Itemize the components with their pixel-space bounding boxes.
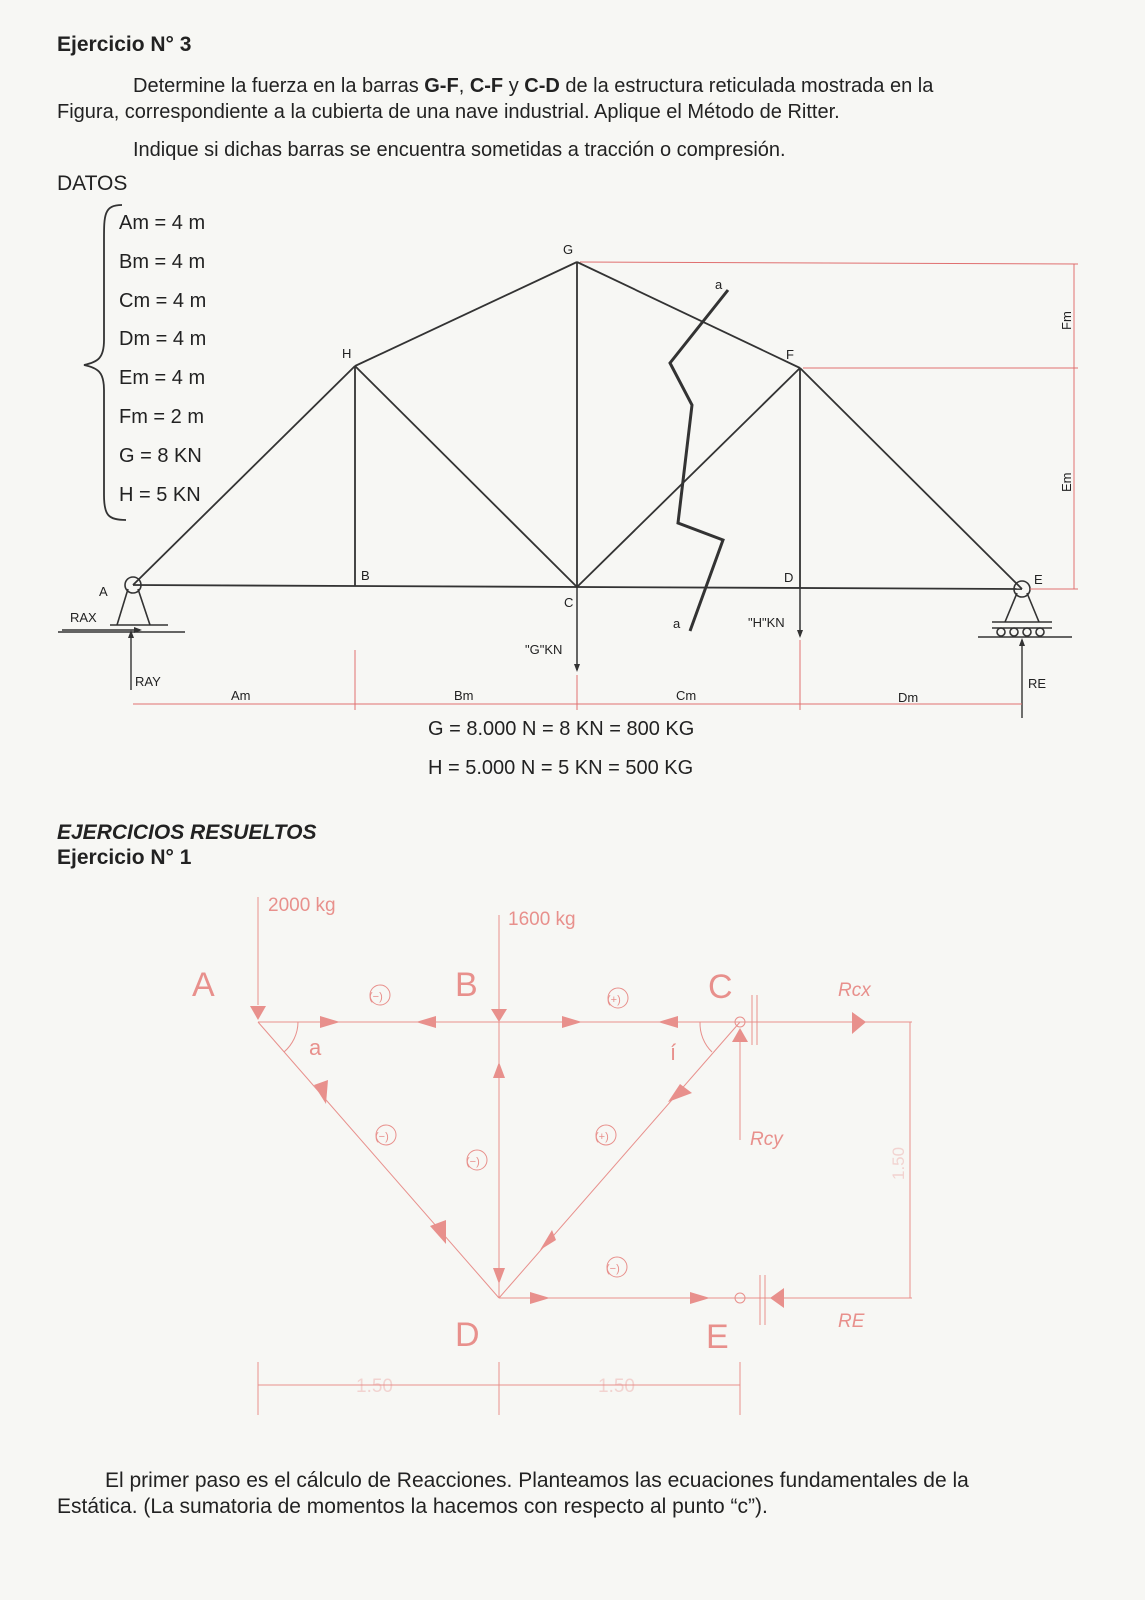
member2-ad [258,1022,499,1298]
re-label: RE [1028,676,1047,691]
dato-em: Em = 4 m [119,367,206,389]
node2-a: A [192,966,215,1004]
rcx-label: Rcx [838,980,871,1001]
dim2-v: 1.50 [889,1146,908,1180]
node2-c: C [708,968,733,1006]
node2-e: E [706,1318,729,1356]
node-h-label: H [342,346,352,361]
re2-label: RE [838,1311,865,1332]
exercise-3-paragraph-line1: Determine la fuerza en la barras G-F, C-F y C-D de la estructura reticulada mostrada en la [133,75,934,97]
node-c-label: C [564,595,574,610]
dim-dm: Dm [898,690,919,705]
load-g-label: "G"KN [525,642,563,657]
dato-am: Am = 4 m [119,212,206,234]
load2-label: 1600 kg [508,909,576,930]
final-text-line1: El primer paso es el cálculo de Reacciones. Planteamos las ecuaciones fundamentales de la [105,1469,969,1492]
node-g-label: G [563,242,574,257]
datos-title: DATOS [57,172,128,195]
dim-cm: Cm [676,688,697,703]
load-h-label: "H"KN [748,615,785,630]
sign-ab: (−) [369,991,383,1003]
node-f-label: F [786,347,794,362]
exercise-3-paragraph-line2: Figura, correspondiente a la cubierta de una nave industrial. Aplique el Método de Ritter. [57,101,840,123]
dato-cm: Cm = 4 m [119,290,207,312]
exercise-1-title: Ejercicio N° 1 [57,846,192,869]
angle-a-label: a [309,1035,322,1060]
rax-label: RAX [70,610,97,625]
exercise-3-question: Indique si dichas barras se encuentra sometidas a tracción o compresión. [133,139,786,161]
ray-label: RAY [135,674,161,689]
node2-d: D [455,1316,480,1354]
equation-g: G = 8.000 N = 8 KN = 800 KG [428,718,695,740]
section-label-bottom: a [673,616,681,631]
angle-i-label: í [670,1040,677,1065]
dim-em: Em [1059,472,1074,492]
node-d-label: D [784,570,794,585]
bar-cd: C-D [524,75,560,97]
member2-cd [499,1022,740,1298]
dato-h: H = 5 KN [119,484,201,506]
node-b-label: B [361,568,370,583]
bar-gf: G-F [424,75,459,97]
sign-de: (−) [606,1263,620,1275]
load1-label: 2000 kg [268,895,336,916]
node-a-label: A [99,584,108,599]
sign-ad: (−) [375,1131,389,1143]
rcy-label: Rcy [750,1129,783,1150]
exercise-3-title: Ejercicio N° 3 [57,33,192,56]
sign-bc: (+) [607,994,621,1006]
dato-fm: Fm = 2 m [119,406,205,428]
dim-fm: Fm [1059,311,1074,330]
final-text-line2: Estática. (La sumatoria de momentos la hacemos con respecto al punto “c”). [57,1495,768,1518]
equation-h: H = 5.000 N = 5 KN = 500 KG [428,757,694,779]
node2-b: B [455,966,478,1004]
dato-bm: Bm = 4 m [119,251,206,273]
sign-bd: (−) [466,1156,480,1168]
resueltos-header: EJERCICIOS RESUELTOS [57,821,317,844]
dato-dm: Dm = 4 m [119,328,207,350]
section-label-top: a [715,277,723,292]
dato-g: G = 8 KN [119,445,202,467]
bar-cf: C-F [469,75,504,97]
sign-cd: (+) [595,1131,609,1143]
dim-bm: Bm [454,688,474,703]
dim-am: Am [231,688,251,703]
dim2-2: 1.50 [598,1376,635,1397]
dim2-1: 1.50 [356,1376,393,1397]
node-e-label: E [1034,572,1043,587]
